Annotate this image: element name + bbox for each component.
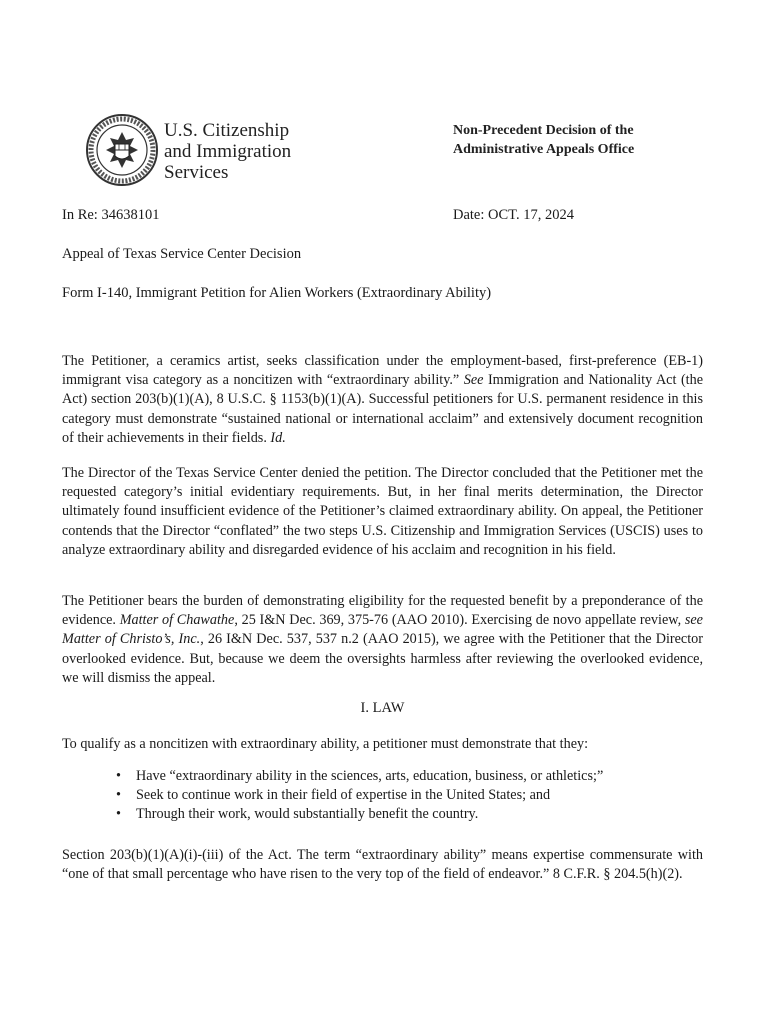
decision-date: Date: OCT. 17, 2024	[453, 207, 574, 223]
bullet-icon: •	[116, 787, 121, 804]
paragraph-text: , 25 I&N Dec. 369, 375-76 (AAO 2010). Exercising de novo appellate review,	[234, 612, 685, 629]
paragraph-text: To qualify as a noncitizen with extraordinary ability, a petitioner must demonstrate that they:	[62, 736, 589, 752]
paragraph-law-intro	[62, 735, 703, 754]
form-line: Form I-140, Immigrant Petition for Alien Workers (Extraordinary Ability)	[62, 285, 492, 301]
agency-line: U.S. Citizenship	[164, 120, 290, 141]
paragraph-text: , 26 I&N Dec. 537, 537 n.2 (AAO 2015), we agree with the Petitioner that the Director overlooked evidence. But, because we deem the oversights harmless after reviewing the overlooked evidence, we will dismiss the appeal.	[62, 631, 703, 686]
paragraph-text: The Director of the Texas Service Center denied the petition. The Director concluded that the Petitioner met the requested category’s initial evidentiary requirements. But, in her final merits determination, the Director ultimately found insufficient evidence of the Petitioner’s claimed extraordinary ability. On appeal, the Petitioner contends that the Director “conflated” the two steps U.S. Citizenship and Immigration Services (USCIS) uses to analyze extraordinary ability and disregarded evidence of his acclaim and recognition in his field.	[62, 465, 703, 558]
citation-text: See	[463, 372, 484, 389]
citation-text: Id.	[270, 429, 286, 446]
paragraph-director-decision	[62, 464, 703, 560]
section-heading: I. LAW	[360, 700, 405, 716]
list-item-text: Through their work, would substantially benefit the country.	[136, 806, 479, 823]
citation-text: Matter of Chawathe	[119, 612, 235, 629]
decision-type-line: Non-Precedent Decision of the	[453, 123, 634, 138]
citation-text: see Matter of Christo’s, Inc.	[62, 612, 703, 648]
paragraph-text: The Petitioner, a ceramics artist, seeks classification under the employment-based, first-preference (EB-1) immigrant visa category as a noncitizen with “extraordinary ability.”	[62, 353, 703, 389]
list-item	[62, 786, 703, 805]
decision-type	[453, 121, 634, 159]
paragraph-intro	[62, 352, 703, 448]
paragraph-text: The Petitioner bears the burden of demonstrating eligibility for the requested benefit by a preponderance of the evidence.	[62, 593, 703, 629]
dhs-seal-icon	[86, 114, 158, 186]
paragraph-burden	[62, 592, 703, 688]
bullet-icon: •	[116, 806, 121, 823]
agency-line: and Immigration	[164, 141, 292, 162]
agency-name	[164, 120, 291, 183]
case-number: In Re: 34638101	[62, 207, 160, 223]
list-item	[62, 767, 703, 786]
criteria-list	[62, 767, 703, 825]
paragraph-text: Immigration and Nationality Act (the Act) section 203(b)(1)(A), 8 U.S.C. § 1153(b)(1)(A). Successful petitioners for U.S. permanent residence in this category must demonstrate “sustained national or international acclaim” and extensively document recognition of their achievements in their fields.	[62, 372, 703, 446]
list-item	[62, 805, 703, 824]
paragraph-definition	[62, 846, 703, 884]
agency-line: Services	[164, 162, 229, 183]
list-item-text: Seek to continue work in their field of expertise in the United States; and	[136, 787, 551, 804]
appeal-line: Appeal of Texas Service Center Decision	[62, 246, 302, 262]
decision-type-line: Administrative Appeals Office	[453, 142, 635, 157]
paragraph-text: Section 203(b)(1)(A)(i)-(iii) of the Act. The term “extraordinary ability” means expertise commensurate with “one of that small percentage who have risen to the very top of the field of endeavor.” 8 C.F.R. § 204.5(h)(2).	[62, 847, 703, 883]
list-item-text: Have “extraordinary ability in the sciences, arts, education, business, or athletics;”	[136, 768, 604, 784]
bullet-icon: •	[116, 768, 121, 784]
